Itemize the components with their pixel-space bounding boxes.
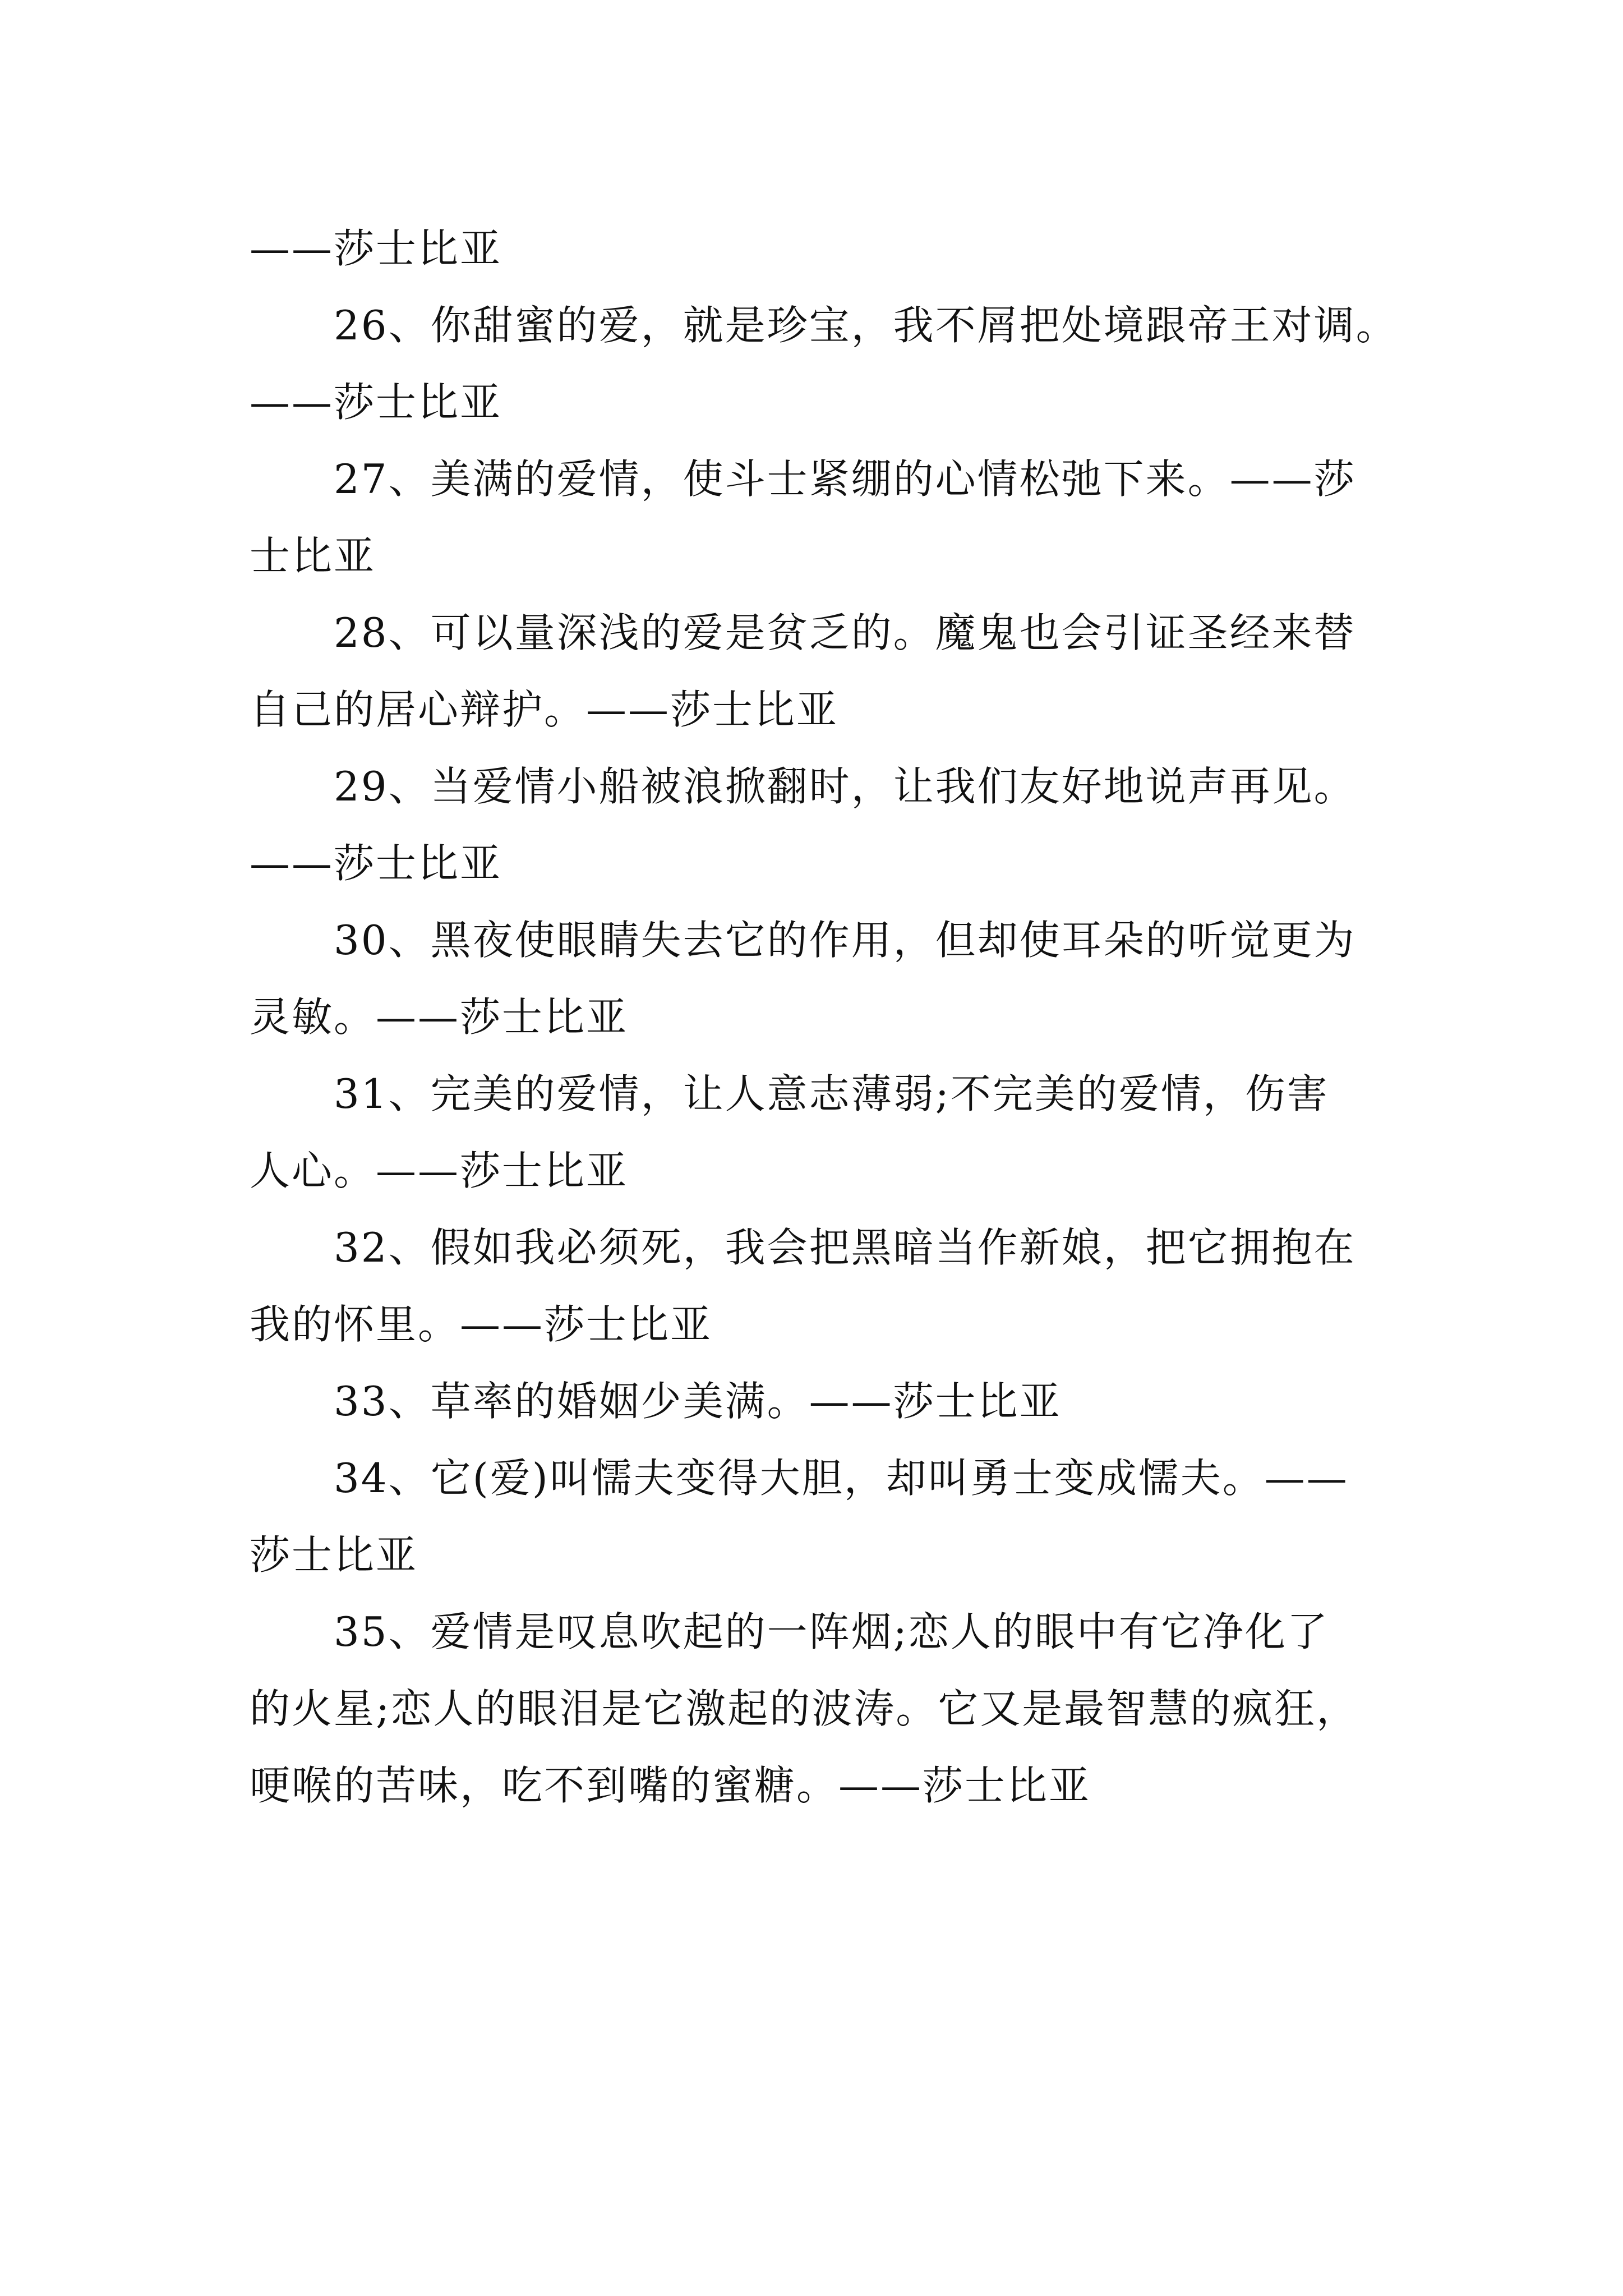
quote-31: 31、完美的爱情，让人意志薄弱;不完美的爱情，伤害	[334, 1070, 1329, 1117]
quote-34: 34、它(爱)叫懦夫变得大胆，却叫勇士变成懦夫。——	[334, 1455, 1349, 1502]
text-line: ——莎士比亚	[250, 379, 502, 426]
quote-33: 33、草率的婚姻少美满。——莎士比亚	[334, 1378, 1062, 1425]
text-line: 的火星;恋人的眼泪是它激起的波涛。它又是最智慧的疯狂，	[250, 1685, 1359, 1732]
quote-30: 30、黑夜使眼睛失去它的作用，但却使耳朵的听觉更为	[334, 917, 1356, 964]
quote-29: 29、当爱情小船被浪掀翻时，让我们友好地说声再见。	[334, 763, 1356, 810]
quote-26: 26、你甜蜜的爱，就是珍宝，我不屑把处境跟帝王对调。	[334, 302, 1398, 349]
quote-32: 32、假如我必须死，我会把黑暗当作新娘，把它拥抱在	[334, 1224, 1356, 1271]
text-line: ——莎士比亚	[250, 840, 502, 887]
text-line: ——莎士比亚	[250, 225, 502, 272]
text-line: 我的怀里。——莎士比亚	[250, 1301, 713, 1348]
text-line: 士比亚	[250, 532, 376, 579]
text-line: 莎士比亚	[250, 1531, 418, 1579]
quote-28: 28、可以量深浅的爱是贫乏的。魔鬼也会引证圣经来替	[334, 609, 1356, 656]
quote-35: 35、爱情是叹息吹起的一阵烟;恋人的眼中有它净化了	[334, 1608, 1329, 1655]
text-line: 人心。——莎士比亚	[250, 1147, 629, 1194]
text-line: 灵敏。——莎士比亚	[250, 993, 629, 1041]
quote-27: 27、美满的爱情，使斗士紧绷的心情松弛下来。——莎	[334, 455, 1356, 503]
text-line: 自己的居心辩护。——莎士比亚	[250, 686, 839, 733]
text-line: 哽喉的苦味，吃不到嘴的蜜糖。——莎士比亚	[250, 1762, 1091, 1809]
document-body	[250, 210, 1398, 1824]
